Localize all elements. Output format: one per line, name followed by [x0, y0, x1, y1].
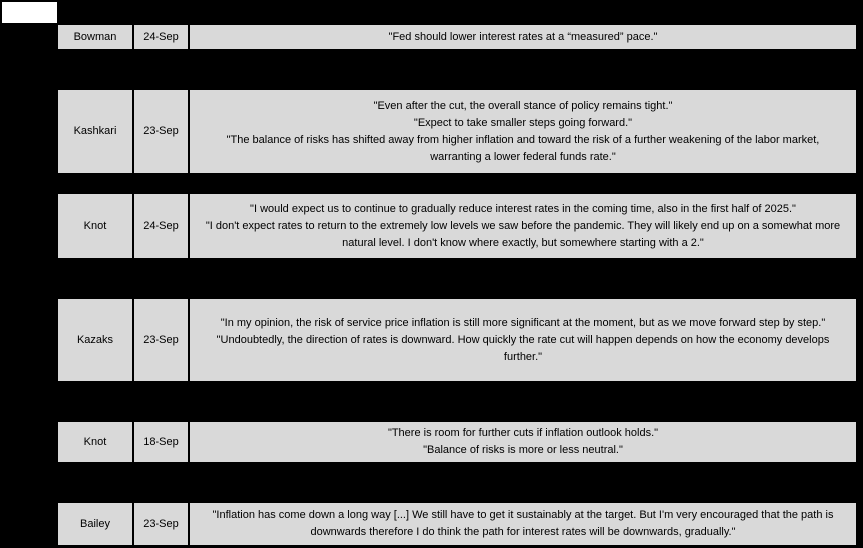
date-cell — [134, 503, 188, 545]
quote-date: 24-Sep — [143, 219, 179, 232]
quote-text: "The balance of risks has shifted away from higher inflation and toward the risk of a further weakening of the labor market, warranting a lower federal funds rate." — [226, 133, 820, 163]
table-row — [58, 503, 856, 545]
quote-text: "Balance of risks is more or less neutral." — [423, 444, 623, 456]
quote-date: 18-Sep — [143, 435, 179, 448]
date-cell — [134, 25, 188, 49]
speaker-cell — [58, 299, 132, 381]
table-row — [58, 299, 856, 381]
table-row — [58, 422, 856, 462]
quotes-cell — [190, 90, 856, 173]
quote-text: "Undoubtedly, the direction of rates is downward. How quickly the rate cut will happen depends on how the economy develops further." — [216, 333, 830, 363]
speaker-name: Bowman — [73, 30, 117, 43]
quotes-cell — [190, 422, 856, 462]
speaker-name: Knot — [83, 219, 107, 232]
quote-text: "There is room for further cuts if inflation outlook holds." — [387, 427, 659, 439]
speaker-cell — [58, 503, 132, 545]
speaker-cell — [58, 194, 132, 258]
table-row — [58, 25, 856, 49]
quotes-cell — [190, 503, 856, 545]
speaker-name: Kazaks — [76, 333, 114, 346]
quote-text: "I would expect us to continue to gradually reduce interest rates in the coming time, also in the first half of 2025." — [250, 202, 796, 215]
table-row — [58, 194, 856, 258]
quote-text: "Expect to take smaller steps going forward." — [413, 116, 633, 129]
quotes-cell — [190, 299, 856, 381]
speaker-cell — [58, 90, 132, 173]
empty-legend-box — [2, 2, 57, 23]
speaker-name: Bailey — [80, 517, 110, 530]
quotes-cell — [190, 194, 856, 258]
quote-text: "In my opinion, the risk of service price inflation is still more significant at the moment, but as we move forward step by step." — [220, 316, 826, 329]
table-row — [58, 90, 856, 173]
quote-text: "Inflation has come down a long way [...] We still have to get it sustainably at the target. But I'm very encouraged that the path is downwards therefore I do think the path for interest rates will be downwards, gradually." — [212, 509, 834, 538]
speaker-name: Kashkari — [73, 125, 117, 137]
quotes-cell — [190, 25, 856, 49]
date-cell — [134, 90, 188, 173]
quote-date: 23-Sep — [143, 333, 179, 346]
date-cell — [134, 299, 188, 381]
quote-date: 23-Sep — [143, 125, 179, 137]
quote-date: 24-Sep — [143, 30, 179, 43]
quote-text: "Even after the cut, the overall stance of policy remains tight." — [373, 99, 673, 112]
quote-text: "Fed should lower interest rates at a “measured” pace." — [388, 30, 658, 43]
speaker-name: Knot — [83, 435, 107, 448]
date-cell — [134, 194, 188, 258]
quote-date: 23-Sep — [143, 517, 179, 530]
quote-text: "I don't expect rates to return to the extremely low levels we saw before the pandemic. They will likely end up on a somewhat more natural level. I don't know where exactly, but somewhere starting with a 2." — [205, 219, 841, 249]
date-cell — [134, 422, 188, 462]
speaker-cell — [58, 422, 132, 462]
speaker-cell — [58, 25, 132, 49]
